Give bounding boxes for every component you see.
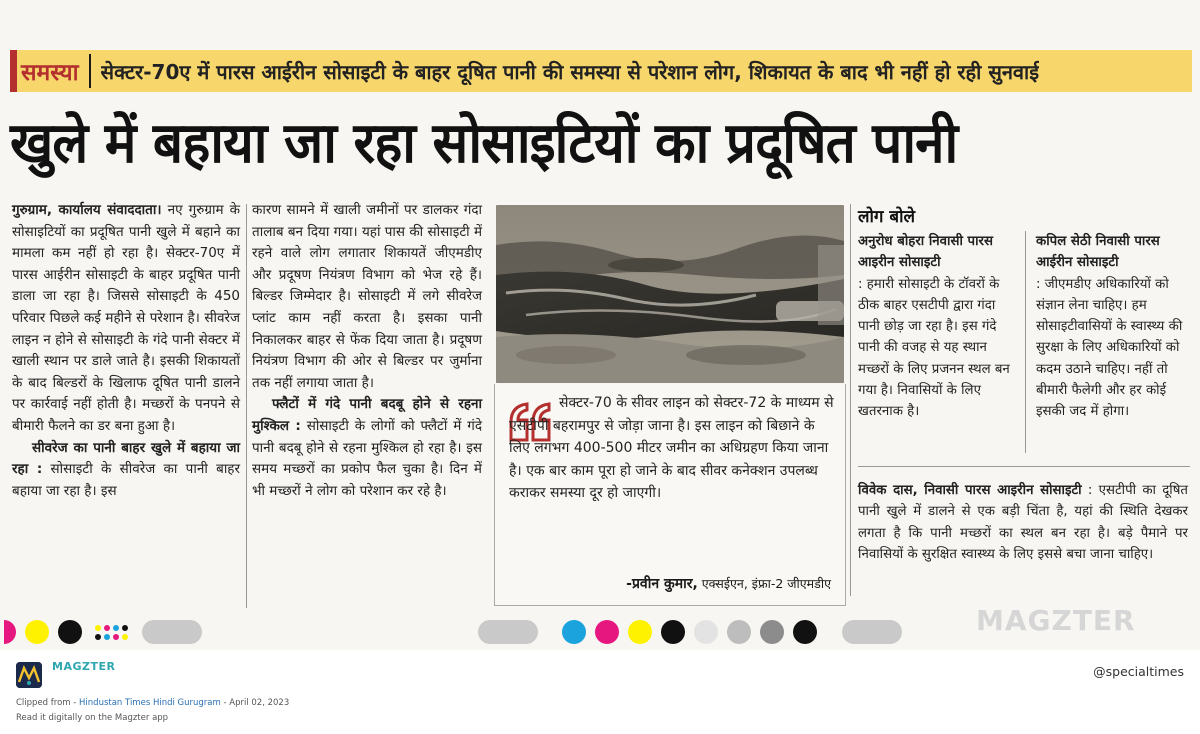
- opinion-2: [1036, 231, 1186, 423]
- footer: [0, 650, 1200, 734]
- magzter-brand[interactable]: MAGZTER: [52, 660, 116, 673]
- subhead: फ्लैटों में गंदे पानी बदबू होने से रहना मुश्किल :: [252, 396, 482, 434]
- kicker-separator: [89, 54, 91, 88]
- dateline: गुरुग्राम, कार्यालय संवाददाता।: [12, 202, 162, 218]
- yellow-dot: [628, 620, 652, 644]
- column-divider: [850, 204, 851, 596]
- magzter-logo-graphic: [16, 662, 42, 688]
- grey-pill: [842, 620, 902, 644]
- registration-marks-left: [4, 618, 212, 646]
- cyan-dot: [562, 620, 586, 644]
- mini-color-grid: [95, 625, 128, 640]
- article-column-2: [252, 200, 482, 502]
- article-column-1: [12, 200, 240, 502]
- quote-designation: एक्सईएन, इंफ्रा-2 जीएमडीए: [701, 576, 831, 591]
- magzter-watermark: MAGZTER: [976, 604, 1136, 637]
- paragraph-text: नए गुरुग्राम के सोसाइटियों का प्रदूषित पानी खुले में बहाने का मामला कम नहीं हो रहा है। सेक्टर-70ए में पारस आईरीन सोसाइटी के बाहर प्रदूषित पानी डाला जा रहा है। जिससे सोसाइटी के 450 परिवार पिछले कई महीने से परेशान है। सीवरेज लाइन न होने से सोसाइटी के गंदे पानी सेक्टर में खाली स्थान पर डाले जाते है। इसकी शिकायतों के बाद बिल्डरों के खिलाफ दूषित पानी डालने पर कार्रवाई नहीं होती है। मच्छरों के पनपने से बीमारी फैलने का डर बना हुआ है।: [12, 202, 240, 434]
- clipped-from-line: [16, 698, 289, 708]
- light-grey-dot: [694, 620, 718, 644]
- opinion-name: विवेक दास, निवासी पारस आइरीन सोसाइटी: [858, 483, 1082, 498]
- opinion-text: : एसटीपी का दूषित पानी खुले में डालने से एक बड़ी चिंता है, यहां की स्थिति देखकर लगता है कि पानी मच्छरों का स्थल बन रहा है। बड़े पैमाने पर निवासियों के सुरक्षित स्वास्थ्य के लिए इससे बचा जाना चाहिए।: [858, 483, 1188, 562]
- kicker-accent-bar: [10, 50, 17, 92]
- registration-marks-center: [478, 618, 912, 646]
- article-paragraph: [12, 438, 240, 503]
- quote-author: -प्रवीन कुमार,: [626, 576, 698, 592]
- opinion-name: कपिल सेठी निवासी पारस आईरीन सोसाइटी: [1036, 234, 1160, 271]
- kicker-tag: समस्या: [21, 60, 79, 86]
- grey-pill: [142, 620, 202, 644]
- opinion-name: अनुरोध बोहरा निवासी पारस आइरीन सोसाइटी: [858, 234, 993, 271]
- headline: खुले में बहाया जा रहा सोसाइटियों का प्रदूषित पानी: [10, 111, 958, 176]
- kicker-text: सेक्टर-70ए में पारस आईरीन सोसाइटी के बाहर दूषित पानी की समस्या से परेशान लोग, शिकायत के बाद भी नहीं हो रही सुनवाई: [100, 59, 1040, 84]
- clipped-prefix: Clipped from -: [16, 698, 80, 708]
- quote-text: सेक्टर-70 के सीवर लाइन को सेक्टर-72 के माध्यम से एसटीपी बहरामपुर से जोड़ा जाना है। इस लाइन को बिछाने के लिए लगभग 400-500 मीटर जमीन का अधिग्रहण किया जाना है। एक बार काम पूरा हो जाने के बाद सीवर कनेक्शन उपलब्ध कराकर समस्या दूर हो जाएगी।: [509, 395, 834, 502]
- grey-dot: [727, 620, 751, 644]
- dark-grey-dot: [760, 620, 784, 644]
- grey-pill: [478, 620, 538, 644]
- opinion-3: [858, 480, 1188, 565]
- yellow-dot: [25, 620, 49, 644]
- social-handle: @specialtimes: [1093, 664, 1184, 679]
- read-digitally-line: Read it digitally on the Magzter app: [16, 713, 169, 723]
- kicker-strip: [10, 50, 1192, 92]
- magzter-logo-icon[interactable]: [16, 662, 42, 688]
- black-dot: [661, 620, 685, 644]
- clipped-source-link[interactable]: Hindustan Times Hindi Gurugram: [79, 698, 221, 708]
- quote-attribution: [626, 574, 831, 593]
- opinion-divider: [1025, 231, 1026, 453]
- paragraph-text: कारण सामने में खाली जमीनों पर डालकर गंदा तालाब बन दिया गया। यहां पास की सोसाइटी में रहने वाले लोग लगातार शिकायतें जीएमडीए और प्रदूषण नियंत्रण विभाग को भेज रहे हैं। बिल्डर जिम्मेदार है। सोसाइटी में लगे सीवरेज प्लांट काम नहीं करता है। इसका पानी निकालकर बाहर से फेंक दिया जाता है। प्रदूषण नियंत्रण विभाग की ओर से बिल्डर पर जुर्माना तक नहीं लगाया जाता है।: [252, 202, 483, 391]
- photo-illustration: [496, 205, 844, 383]
- quote-box: [494, 384, 846, 606]
- magenta-dot: [595, 620, 619, 644]
- black-dot: [793, 620, 817, 644]
- black-dot: [58, 620, 82, 644]
- magenta-dot: [4, 620, 16, 644]
- clipped-date: - April 02, 2023: [220, 698, 290, 708]
- article-paragraph: [252, 394, 482, 502]
- paragraph-text: सोसाइटी के सीवरेज का पानी बाहर बहाया जा रहा है। इस: [12, 461, 241, 499]
- cropped-previous-page-strip: [0, 0, 1200, 14]
- article-paragraph: [12, 200, 240, 438]
- opinion-1: [858, 231, 1014, 423]
- log-bole-title: लोग बोले: [858, 207, 916, 227]
- article-paragraph: [252, 200, 482, 394]
- opinion-text: : हमारी सोसाइटी के टॉवरों के ठीक बाहर एसटीपी द्वारा गंदा पानी छोड़ जा रहा है। इस गंदे पानी की वजह से यह स्थान मच्छरों के लिए प्रजनन स्थल बन गया है। निवासियों के लिए खतरनाक है।: [858, 276, 1010, 420]
- opinion-text: : जीएमडीए अधिकारियों को संज्ञान लेना चाहिए। हम सोसाइटीवासियों के स्वास्थ्य की सुरक्षा के लिए अधिकारियों को कदम उठाने चाहिए। नहीं तो बीमारी फैलेगी और हर कोई इसकी जद में होगा।: [1036, 276, 1183, 420]
- opinion-separator: [858, 466, 1190, 467]
- paragraph-text: सोसाइटी के लोगों को फ्लैटों में गंदे पानी बदबू होने से रहना मुश्किल हो रहा है। इस समय मच्छरों का प्रकोप फैल चुका है। दिन में भी मच्छरों ने लोग को परेशान कर रहे है।: [252, 417, 482, 499]
- polluted-water-photo: [496, 205, 844, 383]
- subhead: सीवरेज का पानी बाहर खुले में बहाया जा रहा :: [12, 439, 240, 478]
- column-divider: [246, 204, 247, 608]
